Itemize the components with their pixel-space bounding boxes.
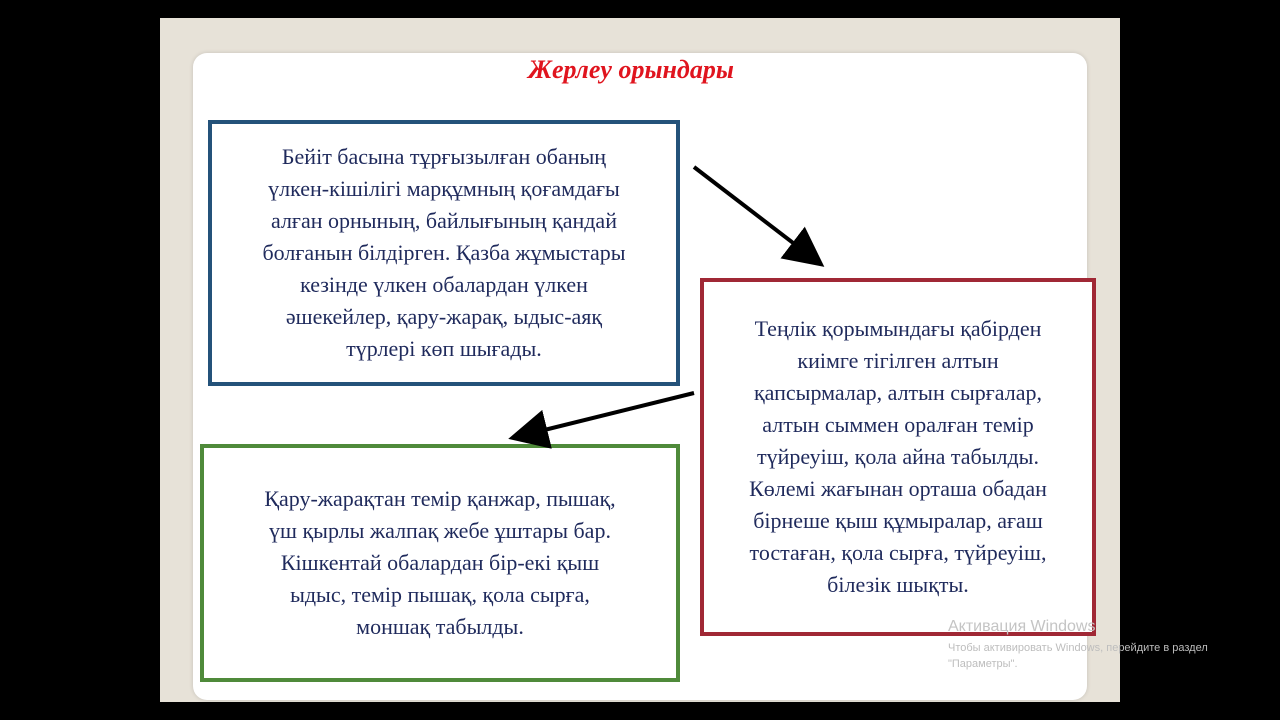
text-box-bottom-left-text: Қару-жарақтан темір қанжар, пышақ, үш қырлы жалпақ жебе ұштары бар. Кішкентай обалардан бір-екі қыш ыдыс, темір пышақ, қола сырға, моншақ табылды. [264, 486, 616, 639]
text-box-top-left-text: Бейіт басына тұрғызылған обаның үлкен-кішілігі марқұмның қоғамдағы алған орнының, байлығының қандай болғанын білдірген. Қазба жұмыстары кезінде үлкен обалардан үлкен әшекейлер, қару-жарақ, ыдыс-аяқ түрлері көп шығады. [262, 144, 626, 361]
text-box-top-left [208, 120, 680, 386]
slide-title: Жерлеу орындары [528, 55, 734, 84]
text-box-right [700, 278, 1096, 636]
watermark-title: Активация Windows [948, 618, 1096, 635]
watermark-text: Чтобы активировать Windows, перейдите в раздел "Параметры". [948, 642, 1208, 670]
windows-activation-watermark [948, 618, 1208, 672]
text-box-bottom-left [200, 444, 680, 682]
text-box-right-text: Теңлік қорымындағы қабірден киімге тігілген алтын қапсырмалар, алтын сырғалар, алтын сыммен оралған темір түйреуіш, қола айна табылды. Көлемі жағынан орташа обадан бірнеше қыш құмыралар, ағаш тостаған, қола сырға, түйреуіш, білезік шықты. [749, 316, 1047, 597]
